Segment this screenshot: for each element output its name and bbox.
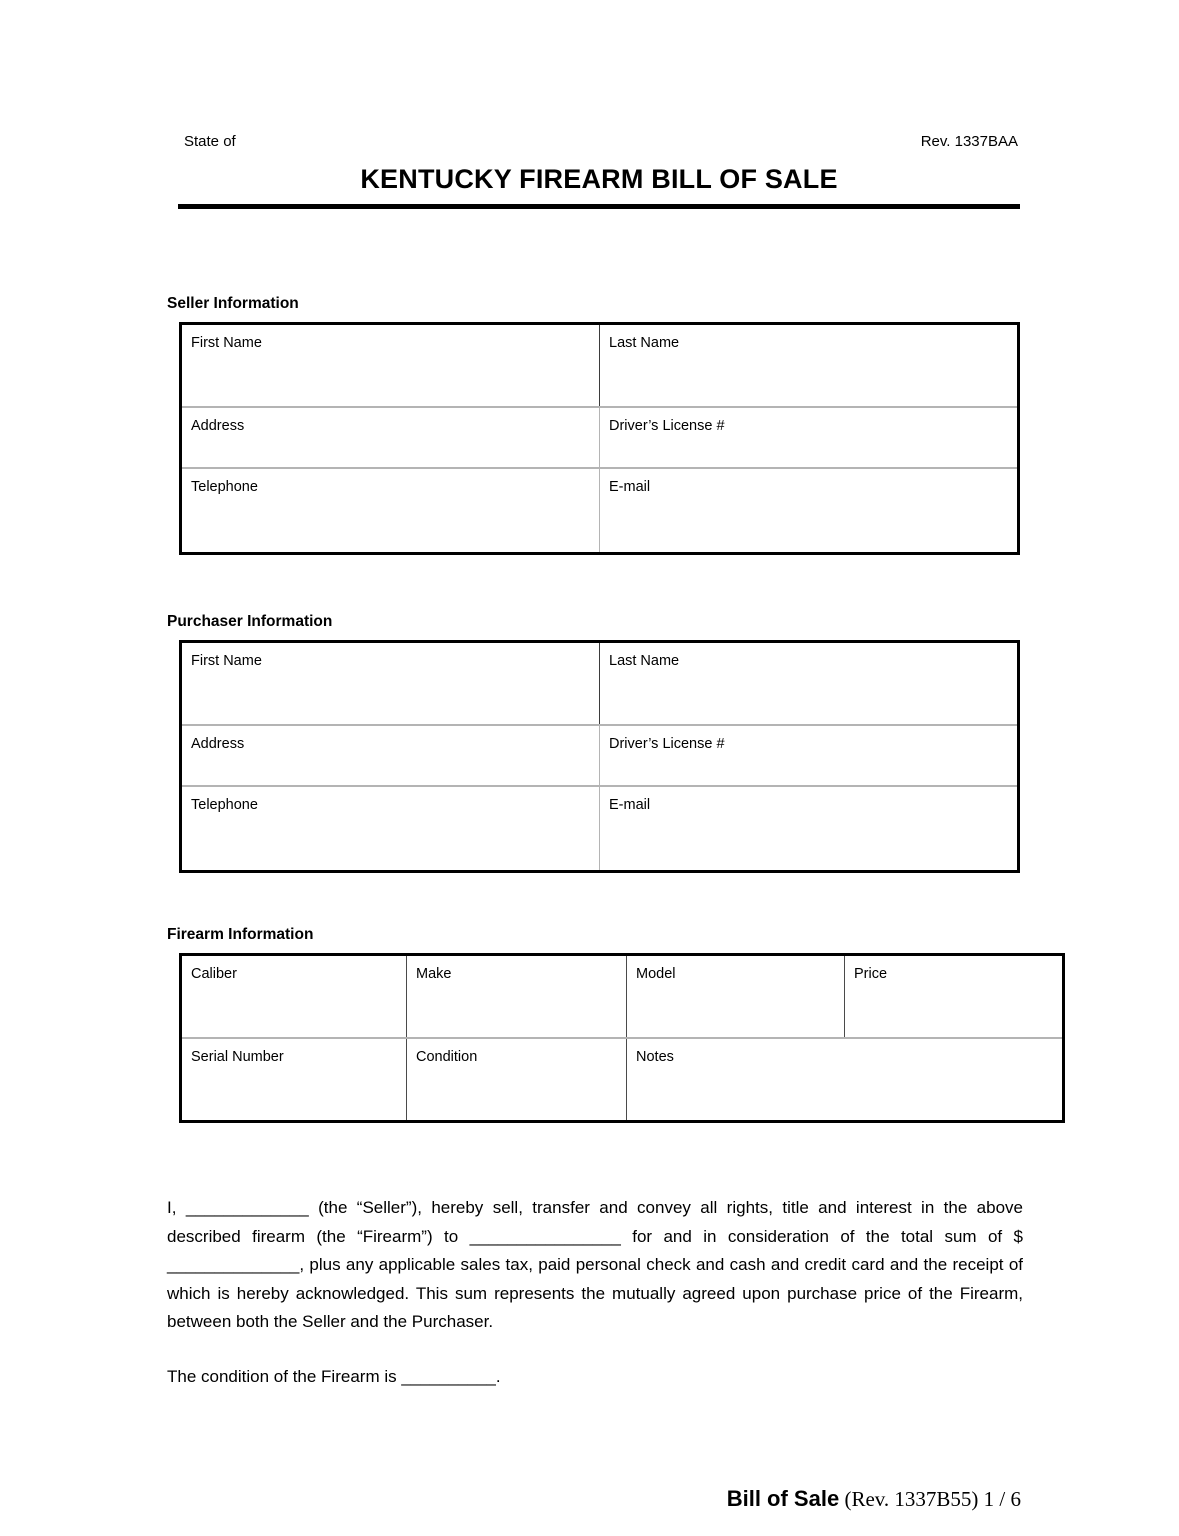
page-title: KENTUCKY FIREARM BILL OF SALE [360,164,838,194]
purchaser-drivers-license-cell[interactable] [600,725,1019,786]
purchaser-address-cell[interactable] [181,725,600,786]
firearm-caliber-cell[interactable] [181,955,407,1039]
purchaser-drivers-license-label: Driver’s License # [609,736,725,752]
purchaser-first-name-label: First Name [191,653,262,669]
seller-address-label: Address [191,418,245,434]
seller-first-name-cell[interactable] [181,324,600,408]
firearm-notes-cell[interactable] [627,1038,1064,1122]
seller-last-name-cell[interactable] [600,324,1019,408]
firearm-price-label: Price [854,966,888,982]
seller-drivers-license-label: Driver’s License # [609,418,725,434]
seller-first-name-label: First Name [191,335,262,351]
seller-telephone-cell[interactable] [181,468,600,554]
purchaser-email-cell[interactable] [600,786,1019,872]
firearm-make-label: Make [416,966,452,982]
footer-title: Bill of Sale [726,1486,840,1511]
table-row [181,407,1019,468]
firearm-serial-number-label: Serial Number [191,1049,284,1065]
firearm-caliber-label: Caliber [191,966,237,982]
firearm-section-heading: Firearm Information [167,926,314,943]
table-row [181,1038,1064,1122]
firearm-make-cell[interactable] [407,955,627,1039]
purchaser-telephone-cell[interactable] [181,786,600,872]
document-footer [727,1486,1021,1512]
agreement-paragraph-1: I, _____________ (the “Seller”), hereby sell, transfer and convey all rights, title and interest in the above described firearm (the “Firearm”) to ________________ for and in consideration of the total sum of $ ______________, plus any applicable sales tax, paid personal check and cash and credit card and the receipt of which is hereby acknowledged. This sum represents the mutually agreed upon purchase price of the Firearm, between both the Seller and the Purchaser. [167,1198,1023,1331]
firearm-serial-number-cell[interactable] [181,1038,407,1122]
seller-telephone-label: Telephone [191,479,258,495]
seller-information-section [167,294,1023,555]
table-row [181,725,1019,786]
purchaser-last-name-cell[interactable] [600,642,1019,726]
purchaser-last-name-label: Last Name [609,653,680,669]
state-of-label: State of [184,133,236,150]
table-row [181,642,1019,726]
header-top-row [178,132,1020,156]
seller-email-cell[interactable] [600,468,1019,554]
purchaser-information-table [179,640,1020,873]
footer-revision-page: (Rev. 1337B55) 1 / 6 [839,1487,1021,1511]
seller-information-table [179,322,1020,555]
revision-code: Rev. 1337BAA [920,133,1018,150]
title-divider [178,204,1020,209]
firearm-information-table [179,953,1065,1123]
firearm-condition-cell[interactable] [407,1038,627,1122]
purchaser-section-heading: Purchaser Information [167,613,333,630]
seller-address-cell[interactable] [181,407,600,468]
firearm-notes-label: Notes [636,1049,674,1065]
table-row [181,786,1019,872]
seller-section-heading: Seller Information [167,295,299,312]
table-row [181,324,1019,408]
table-row [181,468,1019,554]
firearm-condition-label: Condition [416,1049,478,1065]
table-row [181,955,1064,1039]
firearm-model-cell[interactable] [627,955,845,1039]
purchaser-email-label: E-mail [609,797,651,813]
firearm-price-cell[interactable] [845,955,1064,1039]
purchaser-information-section [167,612,1023,873]
firearm-information-section [167,925,1023,1123]
document-header [178,132,1020,209]
purchaser-telephone-label: Telephone [191,797,258,813]
firearm-model-label: Model [636,966,676,982]
purchaser-address-label: Address [191,736,245,752]
purchaser-first-name-cell[interactable] [181,642,600,726]
agreement-body [167,1194,1023,1391]
agreement-paragraph-2: The condition of the Firearm is __________. [167,1366,501,1386]
seller-email-label: E-mail [609,479,651,495]
seller-drivers-license-cell[interactable] [600,407,1019,468]
seller-last-name-label: Last Name [609,335,680,351]
